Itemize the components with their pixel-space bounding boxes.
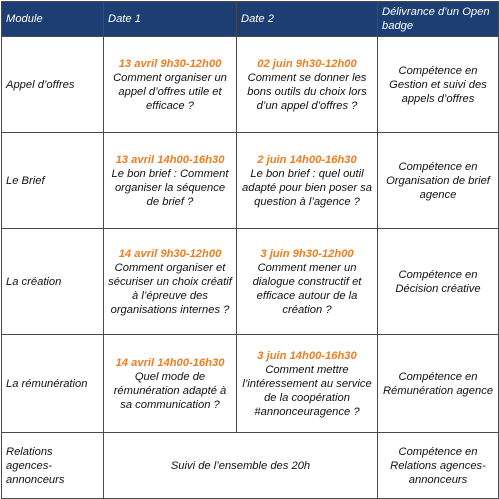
module-cell: La rémunération (2, 335, 104, 433)
training-schedule-table (1, 1, 499, 499)
session1-cell (104, 335, 237, 433)
badge-cell: Compétence en Rémunération agence (378, 335, 499, 433)
badge-cell: Compétence en Décision créative (378, 229, 499, 335)
session-date: 14 avril 9h30-12h00 (118, 247, 222, 260)
header-module: Module (2, 2, 104, 37)
header-date1: Date 1 (104, 2, 237, 37)
session-text: Comment se donner les bons outils du choix lors d’un appel d’offres ? (247, 71, 367, 112)
module-cell: La création (2, 229, 104, 335)
session-date: 14 avril 14h00-16h30 (115, 356, 225, 369)
session-date: 3 juin 9h30-12h00 (260, 247, 354, 260)
session-text: Le bon brief : Comment organiser la séquence de brief ? (111, 167, 229, 208)
module-cell: Relations agences-annonceurs (2, 433, 104, 499)
session-text: Comment organiser un appel d’offres utile et efficace ? (113, 71, 227, 112)
session-text: Quel mode de rémunération adapté à sa communication ? (113, 370, 227, 411)
module-cell: Le Brief (2, 133, 104, 229)
table-row (2, 37, 499, 133)
session1-cell (104, 37, 237, 133)
session-text: Comment organiser et sécuriser un choix créatif à l’épreuve des organisations internes ? (108, 261, 232, 316)
header-badge: Délivrance d’un Open badge (378, 2, 499, 37)
session-text: Comment mettre l’intéressement au service de la coopération #annonceuragence ? (242, 363, 372, 418)
session2-cell (237, 335, 378, 433)
session-date: 13 avril 14h00-16h30 (115, 153, 225, 166)
session-date: 13 avril 9h30-12h00 (118, 57, 222, 70)
session2-cell (237, 37, 378, 133)
table-row (2, 133, 499, 229)
badge-cell: Compétence en Relations agences-annonceurs (378, 433, 499, 499)
table-row (2, 335, 499, 433)
merged-cell: Suivi de l’ensemble des 20h (104, 433, 378, 499)
session-date: 3 juin 14h00-16h30 (257, 349, 357, 362)
table-row (2, 229, 499, 335)
session-text: Comment mener un dialogue constructif et efficace autour de la création ? (252, 261, 362, 316)
session1-cell (104, 229, 237, 335)
session1-cell (104, 133, 237, 229)
session-date: 2 juin 14h00-16h30 (257, 153, 357, 166)
table-row (2, 433, 499, 499)
header-row (2, 2, 499, 37)
session-text: Le bon brief : quel outil adapté pour bien poser sa question à l’agence ? (242, 167, 372, 208)
header-date2: Date 2 (237, 2, 378, 37)
session2-cell (237, 229, 378, 335)
badge-cell: Compétence en Gestion et suivi des appels d’offres (378, 37, 499, 133)
badge-cell: Compétence en Organisation de brief agence (378, 133, 499, 229)
session-date: 02 juin 9h30-12h00 (257, 57, 357, 70)
module-cell: Appel d’offres (2, 37, 104, 133)
session2-cell (237, 133, 378, 229)
